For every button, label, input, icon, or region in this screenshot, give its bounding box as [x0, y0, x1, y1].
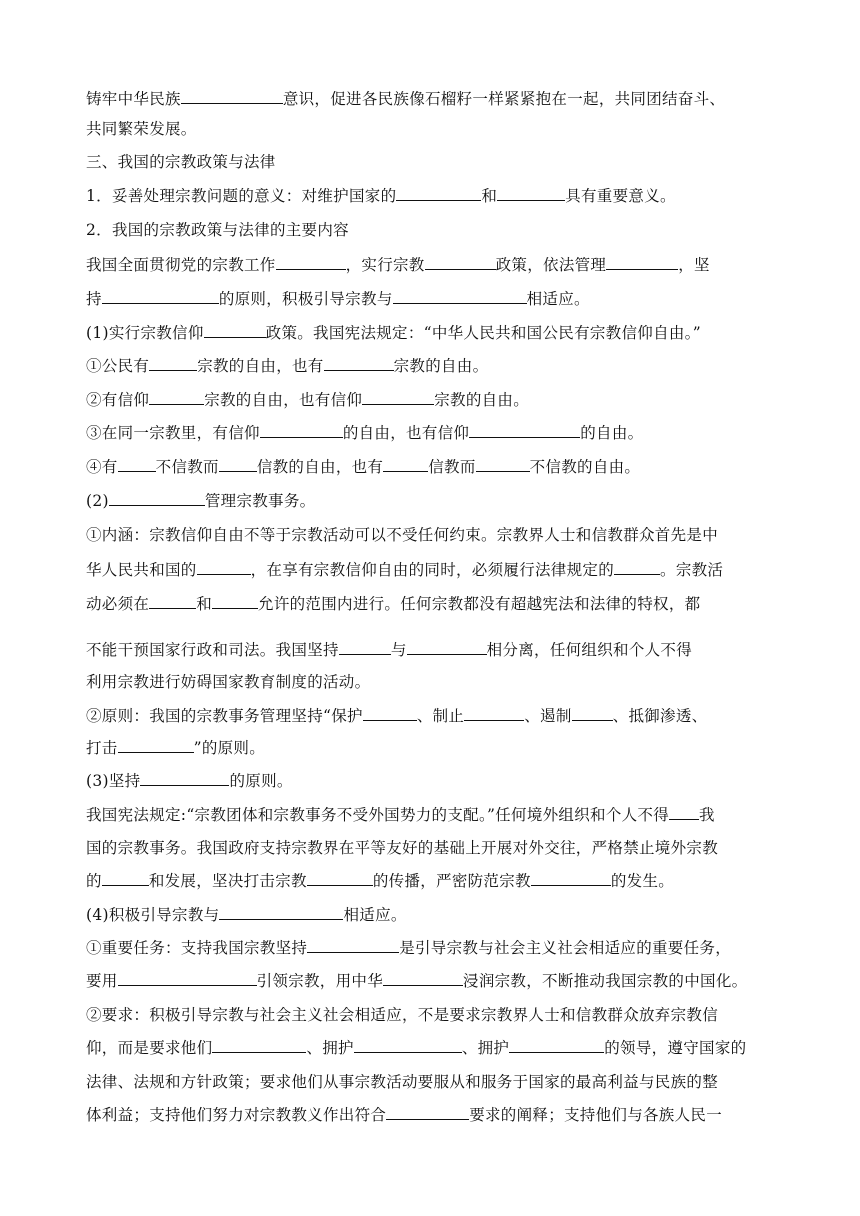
- fill-in-blank: [204, 323, 266, 338]
- text-segment: ①公民有: [86, 357, 150, 375]
- text-line: [86, 525, 718, 545]
- fill-in-blank: [102, 289, 219, 304]
- text-line: [86, 1038, 746, 1058]
- fill-in-blank: [197, 560, 251, 575]
- text-segment: 的领导，遵守国家的: [604, 1039, 747, 1057]
- text-segment: 宗教的自由，也有: [197, 357, 324, 375]
- fill-in-blank: [324, 356, 394, 371]
- fill-in-blank: [469, 423, 580, 438]
- fill-in-blank: [109, 491, 205, 506]
- text-segment: 利用宗教进行妨碍国家教育制度的活动。: [86, 673, 371, 691]
- text-line: [86, 390, 529, 410]
- text-line: [86, 119, 197, 139]
- text-line: [86, 1072, 718, 1092]
- text-line: [86, 491, 315, 511]
- text-segment: 共同繁荣发展。: [86, 120, 197, 138]
- text-segment: 我国全面贯彻党的宗教工作: [86, 256, 276, 274]
- text-line: [86, 152, 276, 172]
- fill-in-blank: [362, 390, 434, 405]
- text-segment: ②要求：积极引导宗教与社会主义社会相适应，不是要求宗教界人士和信教群众放弃宗教信: [86, 1006, 719, 1024]
- fill-in-blank: [212, 594, 258, 609]
- text-segment: ④有: [86, 458, 118, 476]
- fill-in-blank: [669, 805, 699, 820]
- text-segment: 信教的自由，也有: [256, 458, 384, 476]
- text-segment: 管理宗教事务。: [204, 492, 316, 510]
- text-line: [86, 89, 725, 109]
- text-line: [86, 594, 700, 614]
- fill-in-blank: [614, 560, 660, 575]
- fill-in-blank: [339, 640, 391, 655]
- text-segment: 宗教的自由。: [393, 357, 489, 375]
- fill-in-blank: [363, 706, 417, 721]
- text-segment: 法律、法规和方针政策；要求他们从事宗教活动要服从和服务于国家的最高利益与民族的整: [86, 1073, 719, 1091]
- fill-in-blank: [149, 594, 196, 609]
- text-segment: ，坚: [678, 256, 710, 274]
- text-segment: 引领宗教，用中华: [256, 972, 384, 990]
- text-segment: 。宗教活: [660, 561, 724, 579]
- text-segment: (2): [86, 492, 109, 510]
- text-segment: 、拥护: [461, 1039, 510, 1057]
- text-segment: 要求的阐释；支持他们与各族人民一: [469, 1106, 723, 1124]
- fill-in-blank: [181, 89, 283, 104]
- fill-in-blank: [464, 706, 524, 721]
- text-line: [86, 871, 674, 891]
- text-segment: 浸润宗教，不断推动我国宗教的中国化。: [463, 972, 748, 990]
- text-segment: 铸牢中华民族: [86, 90, 181, 108]
- fill-in-blank: [476, 457, 530, 472]
- text-line: [86, 560, 723, 580]
- text-line: [86, 771, 293, 791]
- text-segment: 相适应。: [526, 290, 590, 308]
- text-segment: 的自由，也有信仰: [342, 424, 470, 442]
- fill-in-blank: [118, 738, 194, 753]
- text-segment: 打击: [86, 739, 118, 757]
- text-line: [86, 423, 643, 443]
- text-segment: 我国宪法规定:“宗教团体和宗教事务不受外国势力的支配。”任何境外组织和个人不得: [86, 806, 670, 824]
- fill-in-blank: [102, 871, 149, 886]
- fill-in-blank: [149, 356, 197, 371]
- text-segment: ②有信仰: [86, 391, 150, 409]
- text-segment: ③在同一宗教里，有信仰: [86, 424, 260, 442]
- text-segment: 不能干预国家行政和司法。我国坚持: [86, 641, 339, 659]
- text-segment: 、制止: [416, 707, 465, 725]
- text-segment: 不信教而: [155, 458, 219, 476]
- fill-in-blank: [307, 938, 399, 953]
- text-segment: 和: [196, 595, 213, 613]
- text-segment: 的自由。: [580, 424, 644, 442]
- text-segment: ，实行宗教: [345, 256, 425, 274]
- text-segment: (1)实行宗教信仰: [86, 324, 204, 342]
- text-line: [86, 457, 640, 477]
- text-segment: 和: [481, 187, 498, 205]
- text-segment: ②原则：我国的宗教事务管理坚持“保护: [86, 707, 363, 725]
- text-segment: 具有重要意义。: [565, 187, 676, 205]
- text-segment: (3)坚持: [86, 772, 141, 790]
- fill-in-blank: [531, 871, 611, 886]
- fill-in-blank: [396, 186, 481, 201]
- text-segment: 不信教的自由。: [529, 458, 641, 476]
- text-segment: 的传播，严密防范宗教: [372, 872, 531, 890]
- fill-in-blank: [383, 971, 463, 986]
- text-segment: 体利益；支持他们努力对宗教教义作出符合: [86, 1106, 387, 1124]
- fill-in-blank: [307, 871, 373, 886]
- text-line: [86, 323, 701, 343]
- fill-in-blank: [140, 771, 229, 786]
- text-segment: 意识，促进各民族像石榴籽一样紧紧抱在一起，共同团结奋斗、: [282, 90, 726, 108]
- text-line: [86, 805, 715, 825]
- text-line: [86, 640, 692, 660]
- text-segment: 持: [86, 290, 102, 308]
- text-segment: ①重要任务：支持我国宗教坚持: [86, 939, 308, 957]
- text-segment: 动必须在: [86, 595, 150, 613]
- text-segment: 2．我国的宗教政策与法律的主要内容: [86, 221, 349, 239]
- text-line: [86, 672, 370, 692]
- text-line: [86, 905, 407, 925]
- text-segment: 政策。我国宪法规定：“中华人民共和国公民有宗教信仰自由。”: [265, 324, 701, 342]
- text-segment: 华人民共和国的: [86, 561, 197, 579]
- text-segment: 允许的范围内进行。任何宗教都没有超越宪法和法律的特权，都: [258, 595, 701, 613]
- fill-in-blank: [219, 457, 257, 472]
- fill-in-blank: [606, 255, 678, 270]
- text-segment: 的: [86, 872, 102, 890]
- fill-in-blank: [260, 423, 343, 438]
- text-segment: 宗教的自由。: [434, 391, 530, 409]
- text-segment: 宗教的自由，也有信仰: [204, 391, 363, 409]
- fill-in-blank: [572, 706, 613, 721]
- fill-in-blank: [383, 457, 428, 472]
- fill-in-blank: [219, 905, 343, 920]
- text-segment: 信教而: [428, 458, 476, 476]
- text-line: [86, 289, 590, 309]
- text-line: [86, 255, 710, 275]
- text-segment: (4)积极引导宗教与: [86, 906, 220, 924]
- fill-in-blank: [354, 1038, 462, 1053]
- text-segment: 我: [699, 806, 715, 824]
- text-line: [86, 1005, 718, 1025]
- text-segment: ①内涵：宗教信仰自由不等于宗教活动可以不受任何约束。宗教界人士和信教群众首先是中: [86, 526, 719, 544]
- fill-in-blank: [407, 640, 487, 655]
- text-line: [86, 356, 488, 376]
- text-segment: 政策，依法管理: [495, 256, 607, 274]
- text-line: [86, 220, 349, 240]
- text-segment: 的原则，积极引导宗教与: [218, 290, 393, 308]
- fill-in-blank: [425, 255, 496, 270]
- text-segment: 、遏制: [524, 707, 572, 725]
- text-segment: ，在享有宗教信仰自由的同时，必须履行法律规定的: [250, 561, 615, 579]
- text-segment: 三、我国的宗教政策与法律: [86, 153, 276, 171]
- text-line: [86, 706, 707, 726]
- text-segment: 的发生。: [610, 872, 675, 890]
- text-line: [86, 186, 676, 206]
- text-segment: 仰，而是要求他们: [86, 1039, 213, 1057]
- text-line: [86, 738, 265, 758]
- fill-in-blank: [118, 457, 156, 472]
- text-line: [86, 838, 718, 858]
- text-segment: 1．妥善处理宗教问题的意义：对维护国家的: [86, 187, 397, 205]
- fill-in-blank: [149, 390, 204, 405]
- text-segment: 国的宗教事务。我国政府支持宗教界在平等友好的基础上开展对外交往，严格禁止境外宗教: [86, 839, 719, 857]
- text-line: [86, 938, 731, 958]
- fill-in-blank: [393, 289, 527, 304]
- fill-in-blank: [118, 971, 257, 986]
- text-segment: 是引导宗教与社会主义社会相适应的重要任务，: [399, 939, 732, 957]
- text-segment: ”的原则。: [193, 739, 266, 757]
- text-segment: 、抵御渗透、: [612, 707, 708, 725]
- text-segment: 要用: [86, 972, 118, 990]
- text-segment: 相适应。: [343, 906, 407, 924]
- fill-in-blank: [509, 1038, 604, 1053]
- text-line: [86, 971, 747, 991]
- text-segment: 与: [390, 641, 407, 659]
- fill-in-blank: [276, 255, 346, 270]
- text-segment: 相分离，任何组织和个人不得: [486, 641, 693, 659]
- text-segment: 、拥护: [306, 1039, 354, 1057]
- fill-in-blank: [212, 1038, 306, 1053]
- fill-in-blank: [386, 1105, 469, 1120]
- text-segment: 的原则。: [229, 772, 293, 790]
- text-line: [86, 1105, 722, 1125]
- text-segment: 和发展，坚决打击宗教: [148, 872, 307, 890]
- fill-in-blank: [497, 186, 565, 201]
